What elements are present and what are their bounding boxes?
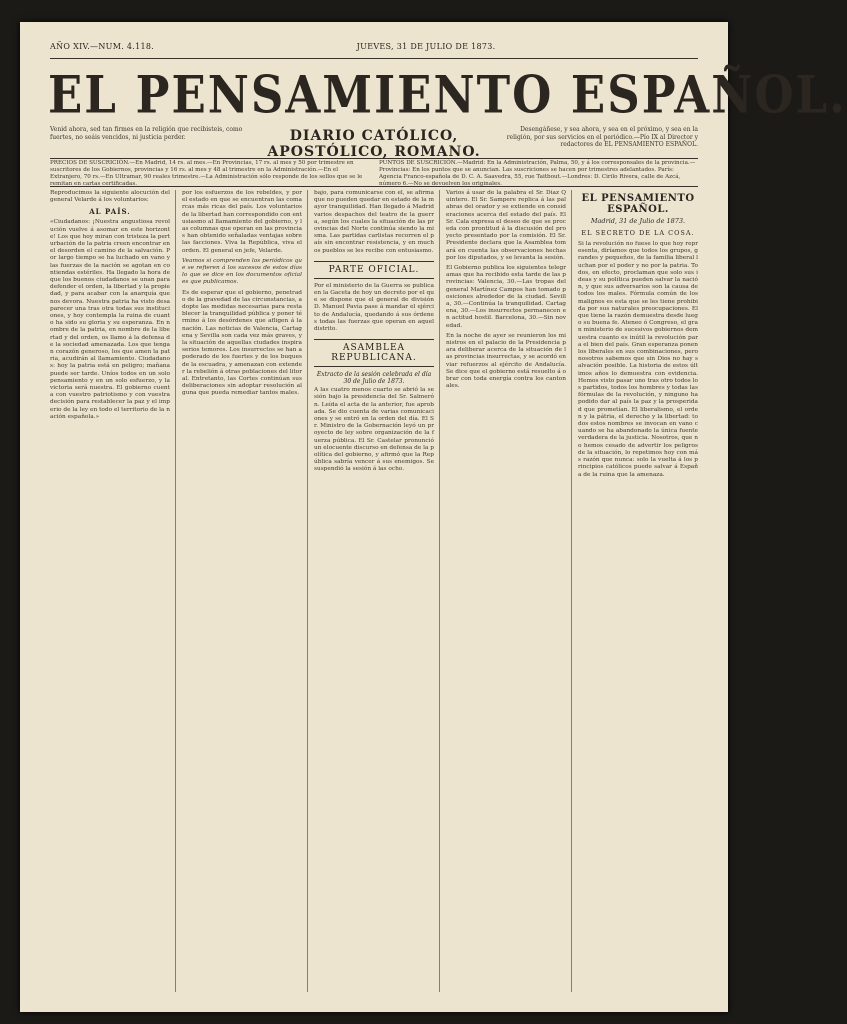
col1-section-heading: AL PAÍS.	[89, 207, 131, 217]
col1-body: «Ciudadanos: ¡Nuestra angustiosa revolución vuelve á asomar en este horizonte! Los que hoy miran con tristeza la perturbación de la patria creen encontrar en el desorden el camino de la salvación. Por largo tiempo se ha luchado en vano y las fuerzas de la nación se agotan en contiendas estériles. Ha llegado la hora de que los buenos ciudadanos se unan para defender el orden, la libertad y la propiedad, y para acabar con la anarquía que nos devora. Nuestra patria ha visto desaparecer una tras otra todas sus instituciones, y hoy contempla la ruina de cuanto ha sido su gloria y su esperanza. En nombre de la patria, en nombre de la libertad y del orden, os llamo á la defensa de la sociedad amenazada. Los que tengan corazón generoso, los que amen la patria, acudirán al llamamiento. Ciudadanos: hoy la patria está en peligro; mañana puede ser tarde. Uníos todos en un solo pensamiento y en un solo esfuerzo, y la victoria será nuestra. El gobierno cuenta con vuestro patriotismo y con vuestra decisión para restablecer la paz y el imperio de la ley en todo el territorio de la nación española.»	[50, 219, 170, 420]
col3-session: A las cuatro menos cuarto se abrió la sesión bajo la presidencia del Sr. Salmerón. Leída el acta de la anterior, fue aprobada. Se dio cuenta de varias comunicaciones y se entró en la orden del día. El Sr. Ministro de la Gobernación leyó un proyecto de ley sobre organización de la fuerza pública. El Sr. Castelar pronunció un elocuente discurso en defensa de la política del gobierno, y afirmó que la República sabría vencer á sus enemigos. Se suspendió la sesión á las ocho.	[314, 387, 435, 473]
col1-intro: Reproducimos la siguiente alocución del general Velarde á los voluntarios:	[50, 190, 170, 204]
column-5	[578, 190, 698, 992]
parte-oficial-heading: PARTE OFICIAL.	[314, 261, 434, 279]
editorial-title: EL SECRETO DE LA COSA.	[581, 229, 695, 237]
issue-line	[50, 42, 698, 54]
masthead-title: EL PENSAMIENTO ESPAÑOL.	[48, 64, 847, 125]
editorial-paper-name: EL PENSAMIENTO ESPAÑOL.	[581, 193, 695, 215]
article-columns	[50, 190, 698, 992]
col2-body: por los esfuerzos de los rebeldes, y por el estado en que se encuentran las comarcas más ricas del país. Los voluntarios de la libertad han correspondido con entusiasmo al llamamiento del gobierno, y las columnas que operan en las provincias han obtenido señaladas ventajas sobre las facciones. Viva la República, viva el orden. El general en jefe, Velarde.	[182, 190, 302, 254]
subscription-terms	[50, 160, 698, 187]
issue-number: AÑO XIV.—NUM. 4.118.	[50, 42, 155, 51]
col3-official: Por el ministerio de la Guerra se publica en la Gaceta de hoy un decreto por el que se dispone que el general de división D. Manuel Pavía pase á mandar el ejército de Andalucía, quedando á sus órdenes todas las fuerzas que operan en aquel distrito.	[314, 282, 434, 333]
terms-points: PUNTOS DE SUSCRICIÓN.—Madrid: En la Administración, Palma, 50, y á los corresponsales de la provincia.—Provincias: En los puntos que se anuncian. Las suscriciones se hacen por trimestres adelantados. París: Agencia Franco-española de D. C. A. Saavedra, 55, rue Taitbout.—Londres: D. Cirilo Rivera, calle de Azcá, número 6.—No se devuelven los originales.	[379, 160, 696, 187]
newspaper-page	[20, 22, 847, 1012]
subband-rule	[50, 158, 698, 159]
masthead-subtitle: DIARIO CATÓLICO, APOSTÓLICO, ROMANO.	[267, 128, 481, 160]
col3-body: bajo, para comunicarse con el, se afirma que no pueden quedar en estado de la mayor tranquilidad. Han llegado á Madrid varios despachos del teatro de la guerra, según los cuales la situación de las provincias del Norte continúa siendo la misma. Las partidas carlistas recorren el país sin encontrar resistencia, y en muchos pueblos se les recibe con entusiasmo.	[314, 190, 434, 254]
masthead-subband	[50, 126, 698, 158]
column-2	[182, 190, 308, 992]
col2-aside: Veamos si comprenden los periódicos que se refieren á los sucesos de estos días lo que se dice en los documentos oficiales que publicamos.	[182, 257, 302, 286]
column-4	[446, 190, 572, 992]
terms-prices: PRECIOS DE SUSCRICIÓN.—En Madrid, 14 rs. al mes.—En Provincias, 17 rs. al mes y 50 por trimestre en suscritores de los Gobiernos, provincias y 16 rs. al mes y 48 al trimestre en la Administración.—En el Extranjero, 70 rs.—En Ultramar, 90 reales trimestre.—La Administración sólo responde de los sellos que se le remitan en cartas certificadas.	[50, 160, 363, 187]
editorial-body: Si la revolución no fuese lo que hoy representa, diríamos que todos los grupos, grandes y pequeños, de la familia liberal luchan por el poder y no por la patria. Todos, en efecto, proclaman que solo sus ideas y su política pueden salvar la nación, y que sus adversarios son la causa de todos los males. Fórmula común de los malignos es esta que se les tiene prohibida por sus naturales preocupaciones. El que tiene la razón demuestra desde luego su buena fe. Ateneo ó Congreso, el gran ministerio de sucesivos gobiernos demuestra cuanto es inútil la revolución para el bien del país. Gran esperanza ponen los liberales en sus combinaciones, pero nosotros sabemos que sin Dios no hay salvación posible. La historia de estos últimos años lo demuestra con evidencia. Hemos visto pasar uno tras otro todos los partidos, todos los hombres y todas las fórmulas de la revolución, y ninguno ha podido dar al país la paz y la prosperidad que prometían. El liberalismo, el orden y la pátria, el derecho y la libertad: todos estos nombres se invocan en vano cuando se ha abandonado la única fuente verdadera de la justicia. Nosotros, que no hemos cesado de advertir los peligros de la situación, lo repetimos hoy con más razón que nunca: solo la vuelta á los principios católicos puede salvar á España de la ruina que la amenaza.	[578, 241, 698, 478]
motto-left: Venid ahora, sed tan firmes en la religión que recibisteis, como fuertes, no seáis vencidos, ni justicia perder.	[50, 126, 243, 141]
top-rule	[50, 58, 698, 59]
column-3	[314, 190, 440, 992]
issue-date: JUEVES, 31 DE JULIO DE 1873.	[356, 42, 496, 51]
col4-tail: En la noche de ayer se reunieron los ministros en el palacio de la Presidencia para deliberar acerca de la situación de las provincias insurrectas, y se acordó enviar refuerzos al ejército de Andalucía. Se dice que el gobierno está resuelto á obrar con toda energía contra los cantonales.	[446, 332, 566, 390]
editorial-dateline: Madrid, 31 de Julio de 1873.	[590, 217, 686, 225]
motto-right: Desengáñese, y sea ahora, y sea en el próximo, y sea en la religión, por sus servicios en el periódico.—Pío IX al Director y redactores de EL PENSAMIENTO ESPAÑOL.	[506, 126, 698, 148]
column-1	[50, 190, 176, 992]
asamblea-extract: Extracto de la sesión celebrada el día 30 de Julio de 1873.	[316, 371, 432, 386]
col4-note: El Gobierno publica los siguientes telegramas que ha recibido esta tarde de las provincias: Valencia, 30.—Las tropas del general Martínez Campos han tomado posiciones alrededor de la ciudad. Sevilla, 30.—Continúa la tranquilidad. Cartagena, 30.—Los insurrectos permanecen en actitud hostil. Barcelona, 30.—Sin novedad.	[446, 265, 566, 329]
col4-body: Varios á usar de la palabra el Sr. Diaz Quintero. El Sr. Sampere replica á las palabras del orador y se extiende en consideraciones acerca del estado del país. El Sr. Cala expresa el deseo de que se proceda con prontitud á la discusión del proyecto presentado por la comisión. El Sr. Presidente declara que la Asamblea tomará en cuenta las observaciones hechas por los diputados, y se levanta la sesión.	[446, 190, 566, 261]
asamblea-heading: ASAMBLEA REPUBLICANA.	[314, 339, 434, 367]
col2-tail: Es de esperar que el gobierno, penetrado de la gravedad de las circunstancias, adopte las medidas necesarias para restablecer la tranquilidad pública y poner término á los desórdenes que afligen á la nación. Las noticias de Valencia, Cartagena y Sevilla son cada vez más graves, y la situación de aquellas ciudades inspira serios temores. Los insurrectos se han apoderado de los fuertes y de los buques de la escuadra, y amenazan con extender la rebelión á otras poblaciones del litoral. Entretanto, las Cortes continúan sus deliberaciones sin adoptar resolución alguna que pueda remediar tantos males.	[182, 289, 302, 397]
terms-rule	[50, 186, 698, 187]
